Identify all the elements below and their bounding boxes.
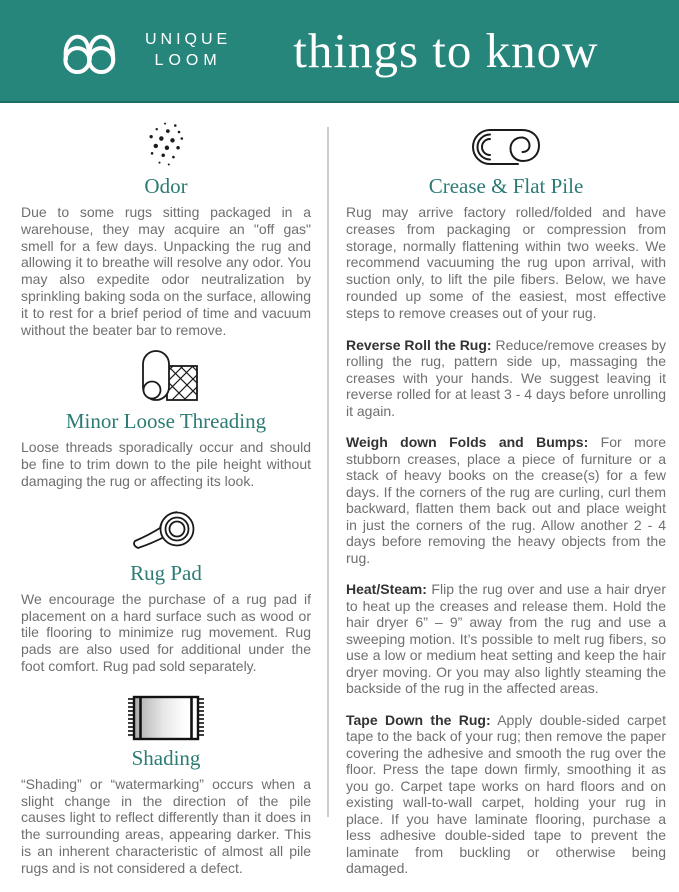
tip-text-weigh-down: For more stubborn creases, place a piece of furniture or a stack of heavy books on the crease(s) for a few days. If the corners of the rug are curling, curl them backward, flatten them back out and place weight in just the corners of the rug. Allow another 2 - 4 days before removing the heavy objects from the rug. [346, 434, 666, 566]
tip-text-heat-steam: Flip the rug over and use a hair dryer to heat up the creases and release them. Hold the hair dryer 6” – 9” away from the rug and use a sweeping motion. It’s possible to melt rug fibers, so use a low or medium heat setting and keep the hair dryer moving. Or you may also lightly steaming the backside of the rug in the affected areas. [346, 581, 666, 697]
left-column [21, 116, 311, 890]
tip-tape-down [346, 712, 666, 877]
section-text-minor-loose-threading: Loose threads sporadically occur and should be fine to trim down to the pile height without damaging the rug or affecting its look. [21, 439, 311, 489]
section-title-crease-flat-pile: Crease & Flat Pile [428, 174, 584, 198]
section-text-shading: “Shading” or “watermarking” occurs when a slight change in the direction of the pile causes light to reflect differently than it does in the surrounding areas, appearing darker. This is an inherent characteristic of almost all pile rugs and is not considered a defect. [21, 775, 311, 876]
brand-name [145, 30, 231, 72]
section-rug-pad [21, 503, 311, 675]
brand-name-line1: UNIQUE [145, 30, 232, 48]
tip-text-reverse-roll: Reduce/remove creases by rolling the rug, pattern side up, massaging the creases with your hands. We suggest leaving it reverse rolled for at least 3 - 4 days before unrolling it again. [346, 336, 666, 419]
brand-logo [58, 25, 231, 77]
tip-lead-reverse-roll: Reverse Roll the Rug: [346, 336, 492, 353]
unique-loom-logo-icon [58, 25, 132, 77]
section-title-odor: Odor [144, 174, 188, 198]
tip-weigh-down [346, 434, 666, 566]
tip-lead-heat-steam: Heat/Steam: [346, 581, 427, 598]
section-title-shading: Shading [131, 745, 201, 770]
rug-pad-roll-icon [129, 507, 203, 557]
section-text-odor: Due to some rugs sitting packaged in a warehouse, they may acquire an "off gas" smell for a few days. Unpacking the rug and allowing it to breathe will resolve any odor. You may also expedite odor neutralization by sprinkling baking soda on the surface, allowing it to rest for a brief period of time and vacuum without the beater bar to remove. [21, 204, 311, 338]
rolled-rug-crosshatch-icon [130, 349, 202, 405]
header [0, 0, 679, 103]
rolled-rug-spiral-icon [464, 124, 548, 170]
section-crease-flat-pile [346, 116, 666, 322]
page-title: things to know [293, 23, 599, 78]
section-text-crease-flat-pile: Rug may arrive factory rolled/folded and have creases from packaging or compression from storage, normally flattening within two weeks. We recommend vacuuming the rug upon arrival, with suction only, to lift the pile fibers. Below, we have rounded up some of the easiest, most effective steps to remove creases out of your rug. [346, 204, 666, 321]
column-divider [327, 127, 329, 817]
section-shading [21, 688, 311, 877]
tip-lead-tape-down: Tape Down the Rug: [346, 711, 491, 728]
section-title-minor-loose-threading: Minor Loose Threading [65, 409, 267, 434]
tip-heat-steam [346, 581, 666, 697]
tip-text-tape-down: Apply double-sided carpet tape to the back of your rug; then remove the paper covering the adhesive and smooth the rug over the floor. Press the tape down firmly, smoothing it as you go. Carpet tape works on hard floors and on existing wall-to-wall carpet, holding your rug in place. If you have laminate flooring, purchase a less adhesive double-sided tape to prevent the laminate from buckling or otherwise being damaged. [346, 711, 666, 877]
section-text-rug-pad: We encourage the purchase of a rug pad if placement on a hard surface such as wood or tile flooring to minimize rug movement. Rug pads are also used for additional under the foot comfort. Rug pad sold separately. [21, 590, 311, 674]
shaded-rug-icon [126, 694, 206, 742]
tip-reverse-roll [346, 337, 666, 420]
section-odor [21, 116, 311, 338]
section-title-rug-pad: Rug Pad [130, 560, 202, 585]
odor-dots-icon [140, 120, 192, 170]
tip-lead-weigh-down: Weigh down Folds and Bumps: [346, 434, 589, 451]
brand-name-line2: LOOM [154, 51, 222, 69]
section-minor-loose-threading [21, 351, 311, 489]
right-column [346, 116, 666, 892]
